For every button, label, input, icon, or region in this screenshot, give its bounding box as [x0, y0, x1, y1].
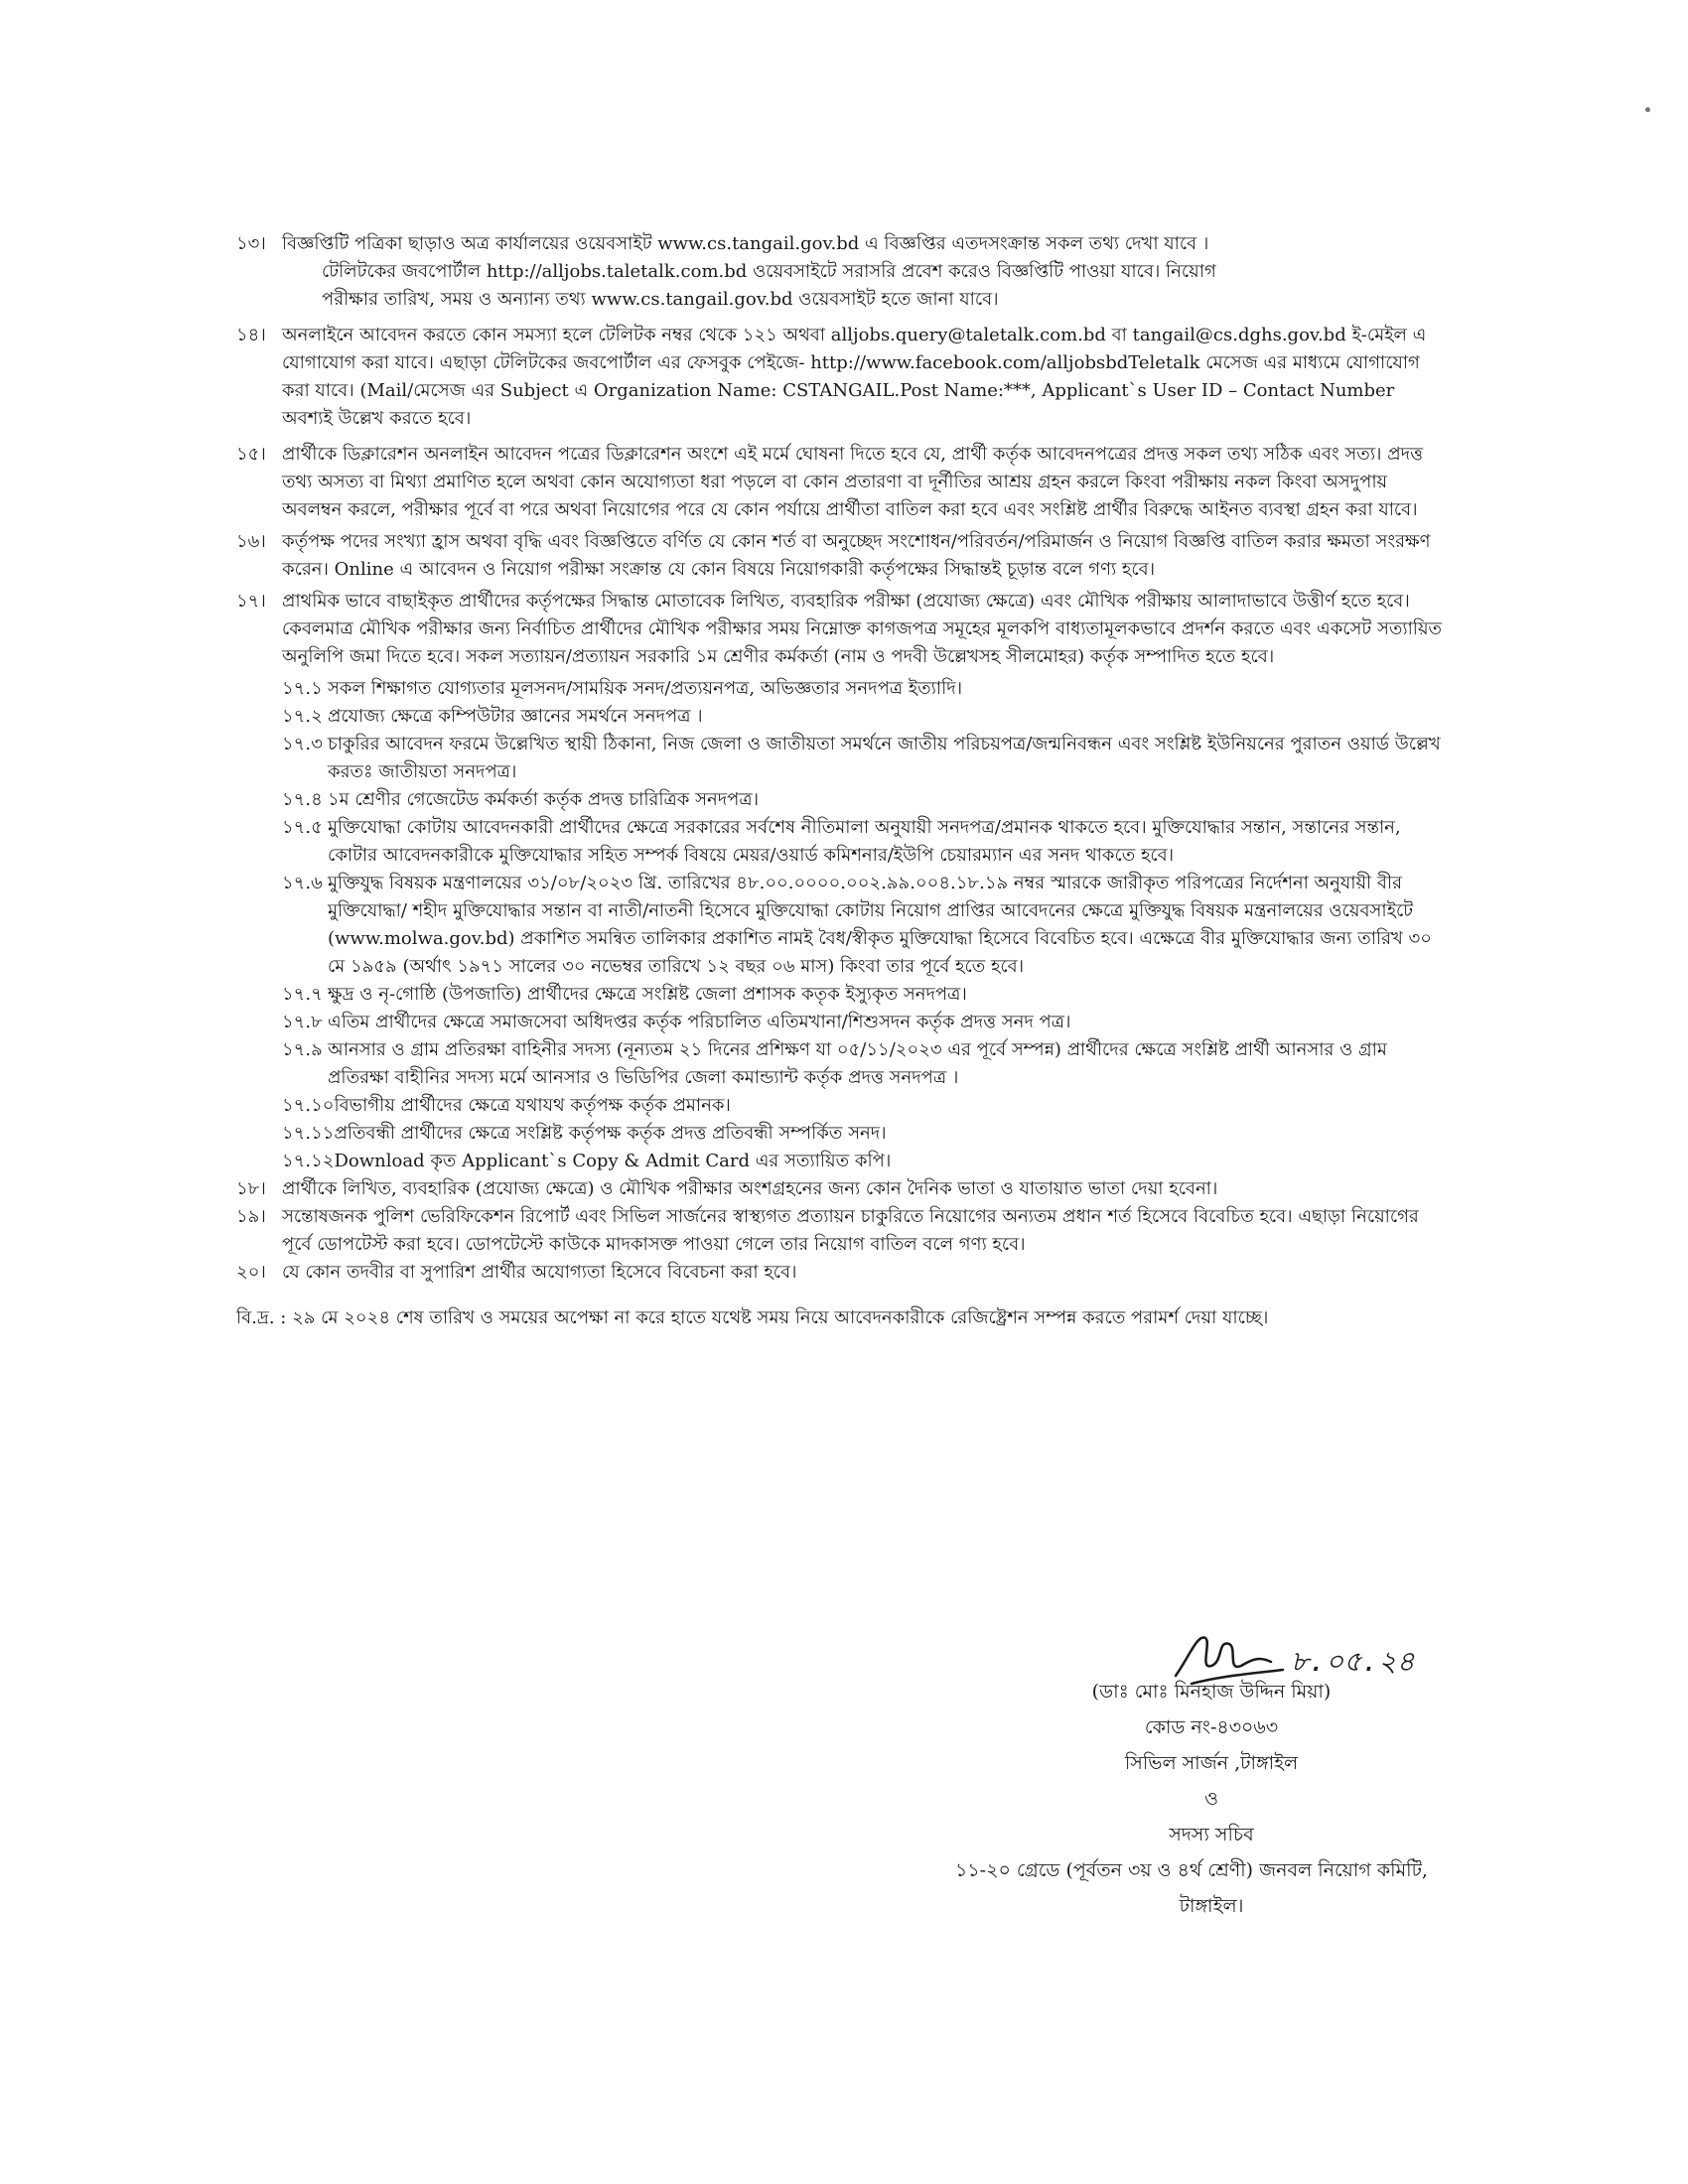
clause-number: ১৩।: [236, 233, 266, 254]
scan-speck: [1645, 107, 1650, 112]
subclause: [282, 870, 1450, 981]
subclause-number: ১৭.১: [282, 678, 323, 699]
clause-14: [236, 322, 1450, 433]
clause-number: ১৯।: [236, 1206, 266, 1227]
clause-content: [282, 230, 1450, 314]
clause-number: ২০।: [236, 1262, 266, 1283]
subclause: [282, 981, 1450, 1009]
subclause-text: প্রতিবন্ধী প্রার্থীদের ক্ষেত্রে সংশ্লিষ্ট কর্তৃপক্ষ কর্তৃক প্রদত্ত প্রতিবন্ধী সম্পর্কিত সনদ।: [334, 1123, 887, 1144]
subclause-text: মুক্তিযুদ্ধ বিষয়ক মন্ত্রণালয়ের ৩১/০৮/২০২৩ খ্রি. তারিখের ৪৮.০০.০০০০.০০২.৯৯.০০৪.১৮.১৯ নম্বর স্মারকে জারীকৃত পরিপত্রের নির্দেশনা অনুযায়ী বীর মুক্তিযোদ্ধা/ শহীদ মুক্তিযোদ্ধার সন্তান বা নাতী/নাতনী হিসেবে মুক্তিযোদ্ধা কোটায় নিয়োগ প্রাপ্তির আবেদনের ক্ষেত্রে মুক্তিযুদ্ধ বিষয়ক মন্ত্রনালয়ের ওয়েবসাইটে (www.molwa.gov.bd) প্রকাশিত সমন্বিত তালিকার প্রকাশিত নামই বৈধ/স্বীকৃত মুক্তিযোদ্ধা হিসেবে বিবেচিত হবে। এক্ষেত্রে বীর মুক্তিযোদ্ধার জন্য তারিখ ৩০ মে ১৯৫৯ (অর্থাৎ ১৯৭১ সালের ৩০ নভেম্বর তারিখে ১২ বছর ০৬ মাস) কিংবা তার পূর্বে হতে হবে।: [328, 873, 1432, 977]
clause-line: টেলিটকের জবপোর্টাল http://alljobs.taletalk.com.bd ওয়েবসাইটে সরাসরি প্রবেশ করেও বিজ্ঞপ্তিটি পাওয়া যাবে। নিয়োগ: [322, 261, 1216, 282]
clause-20: [236, 1259, 1450, 1287]
special-note: বি.দ্র. : ২৯ মে ২০২৪ শেষ তারিখ ও সময়ের অপেক্ষা না করে হাতে যথেষ্ট সময় নিয়ে আবেদনকারীকে রেজিষ্ট্রেশন সম্পন্ন করতে পরামর্শ দেয়া যাচ্ছে।: [236, 1307, 1269, 1328]
subclause-number: ১৭.৮: [282, 1012, 323, 1032]
committee-name: ১১-২০ গ্রেডে (পূর্বতন ৩য় ও ৪র্থ শ্রেণী) জনবল নিয়োগ কমিটি,: [955, 1859, 1428, 1881]
conjunction: ও: [1204, 1788, 1218, 1810]
signatory-role: সদস্য সচিব: [1169, 1824, 1254, 1845]
subclause: [282, 703, 1450, 731]
clause-13: [236, 230, 1450, 314]
subclause-number: ১৭.৫: [282, 817, 323, 838]
signature-date: ৮.০৫.২৪: [1291, 1645, 1415, 1678]
subclause-text: এতিম প্রার্থীদের ক্ষেত্রে সমাজসেবা অধিদপ্তর কর্তৃক পরিচালিত এতিমখানা/শিশুসদন কর্তৃক প্রদত্ত সনদ পত্র।: [328, 1012, 1071, 1032]
clause-text: যে কোন তদবীর বা সুপারিশ প্রার্থীর অযোগ্যতা হিসেবে বিবেচনা করা হবে।: [282, 1262, 797, 1283]
subclause-text: Download কৃত Applicant`s Copy & Admit Card এর সত্যায়িত কপি।: [334, 1151, 892, 1171]
subclause: [282, 1036, 1450, 1092]
subclause-number: ১৭.১০: [282, 1095, 335, 1116]
subclause-text: বিভাগীয় প্রার্থীদের ক্ষেত্রে যথাযথ কর্তৃপক্ষ কর্তৃক প্রমানক।: [334, 1095, 731, 1116]
clause-17-sublist: [282, 675, 1450, 1175]
clause-number: ১৮।: [236, 1178, 266, 1199]
clause-number: ১৬।: [236, 531, 266, 552]
clause-text: প্রার্থীকে লিখিত, ব্যবহারিক (প্রযোজ্য ক্ষেত্রে) ও মৌখিক পরীক্ষার অংশগ্রহনের জন্য কোন দৈনিক ভাতা ও যাতায়াত ভাতা দেয়া হবেনা।: [282, 1178, 1218, 1199]
clause-text: কর্তৃপক্ষ পদের সংখ্যা হ্রাস অথবা বৃদ্ধি এবং বিজ্ঞপ্তিতে বর্ণিত যে কোন শর্ত বা অনুচ্ছেদ সংশোধন/পরিবর্তন/পরিমার্জন ও নিয়োগ বিজ্ঞপ্তি বাতিল করার ক্ষমতা সংরক্ষণ করেন। Online এ আবেদন ও নিয়োগ পরীক্ষা সংক্রান্ত যে কোন বিষয়ে নিয়োগকারী কর্তৃপক্ষের সিদ্ধান্তই চূড়ান্ত বলে গণ্য হবে।: [282, 531, 1431, 580]
subclause-text: সকল শিক্ষাগত যোগ্যতার মূলসনদ/সাময়িক সনদ/প্রত্যয়নপত্র, অভিজ্ঞতার সনদপত্র ইত্যাদি।: [328, 678, 963, 699]
clause-text: প্রাথমিক ভাবে বাছাইকৃত প্রার্থীদের কর্তৃপক্ষের সিদ্ধান্ত মোতাবেক লিখিত, ব্যবহারিক পরীক্ষা (প্রযোজ্য ক্ষেত্রে) এবং মৌখিক পরীক্ষায় আলাদাভাবে উত্তীর্ণ হতে হবে। কেবলমাত্র মৌখিক পরীক্ষার জন্য নির্বাচিত প্রার্থীদের মৌখিক পরীক্ষার সময় নিম্নোক্ত কাগজপত্র সমূহের মূলকপি বাধ্যতামূলকভাবে প্রদর্শন করতে এবং একসেট সত্যায়িত অনুলিপি জমা দিতে হবে। সকল সত্যায়ন/প্রত্যায়ন সরকারি ১ম শ্রেণীর কর্মকর্তা (নাম ও পদবী উল্লেখসহ সীলমোহর) কর্তৃক সম্পাদিত হতে হবে।: [282, 591, 1443, 667]
subclause-number: ১৭.৩: [282, 734, 323, 754]
committee-place: টাঙ্গাইল।: [1179, 1895, 1244, 1917]
clause-line: পরীক্ষার তারিখ, সময় ও অন্যান্য তথ্য www.cs.tangail.gov.bd ওয়েবসাইট হতে জানা যাবে।: [322, 289, 999, 310]
subclause: [282, 675, 1450, 703]
document-body: [236, 230, 1450, 1350]
clause-number: ১৫।: [236, 444, 266, 465]
signatory-block: [955, 1674, 1450, 1924]
subclause: [282, 1009, 1450, 1036]
clause-17: [236, 588, 1450, 671]
subclause-number: ১৭.১২: [282, 1151, 335, 1171]
clause-18: [236, 1175, 1450, 1203]
subclause-text: চাকুরির আবেদন ফরমে উল্লেখিত স্থায়ী ঠিকানা, নিজ জেলা ও জাতীয়তা সমর্থনে জাতীয় পরিচয়পত্র/জন্মনিবন্ধন এবং সংশ্লিষ্ট ইউনিয়নের পুরাতন ওয়ার্ড উল্লেখ করতঃ জাতীয়তা সনদপত্র।: [328, 734, 1441, 782]
clause-15: [236, 441, 1450, 524]
subclause-number: ১৭.২: [282, 706, 323, 727]
subclause: [282, 1092, 1450, 1120]
signatory-code: কোড নং-৪৩০৬৩: [1144, 1716, 1279, 1738]
signatory-name: (ডাঃ মোঃ মিনহাজ উদ্দিন মিয়া): [1091, 1681, 1332, 1703]
clause-text: অনলাইনে আবেদন করতে কোন সমস্যা হলে টেলিটক নম্বর থেকে ১২১ অথবা alljobs.query@taletalk.com.bd বা tangail@cs.dghs.gov.bd ই-মেইল এ যোগাযোগ করা যাবে। এছাড়া টেলিটকের জবপোর্টাল এর ফেসবুক পেইজে- http://www.facebook.com/alljobsbdTeletalk মেসেজ এর মাধ্যমে যোগাযোগ করা যাবে। (Mail/মেসেজ এর Subject এ Organization Name: CSTANGAIL.Post Name:***, Applicant`s User ID – Contact Number অবশ্যই উল্লেখ করতে হবে।: [282, 325, 1427, 429]
subclause: [282, 731, 1450, 786]
subclause-text: মুক্তিযোদ্ধা কোটায় আবেদনকারী প্রার্থীদের ক্ষেত্রে সরকারের সর্বশেষ নীতিমালা অনুযায়ী সনদপত্র/প্রমানক থাকতে হবে। মুক্তিযোদ্ধার সন্তান, সন্তানের সন্তান, কোটার আবেদনকারীকে মুক্তিযোদ্ধার সহিত সম্পর্ক বিষয়ে মেয়র/ওয়ার্ড কমিশনার/ইউপি চেয়ারম্যান এর সনদ থাকতে হবে।: [328, 817, 1401, 866]
subclause-text: প্রযোজ্য ক্ষেত্রে কম্পিউটার জ্ঞানের সমর্থনে সনদপত্র ।: [328, 706, 703, 727]
clause-line: বিজ্ঞপ্তিটি পত্রিকা ছাড়াও অত্র কার্যালয়ের ওয়েবসাইট www.cs.tangail.gov.bd এ বিজ্ঞপ্তির এতদসংক্রান্ত সকল তথ্য দেখা যাবে ।: [282, 233, 1209, 254]
subclause-number: ১৭.৬: [282, 873, 323, 893]
clause-text: প্রার্থীকে ডিক্লারেশন অনলাইন আবেদন পত্রের ডিক্লারেশন অংশে এই মর্মে ঘোষনা দিতে হবে যে, প্রার্থী কর্তৃক আবেদনপত্রের প্রদত্ত সকল তথ্য সঠিক এবং সত্য। প্রদত্ত তথ্য অসত্য বা মিথ্যা প্রমাণিত হলে অথবা কোন অযোগ্যতা ধরা পড়লে বা কোন প্রতারণা বা দূর্নীতির আশ্রয় গ্রহন করলে কিংবা পরীক্ষায় নকল কিংবা অসদুপায় অবলম্বন করলে, পরীক্ষার পূর্বে বা পরে অথবা নিয়োগের পরে যে কোন পর্যায়ে প্রার্থীতা বাতিল করা হবে এবং সংশ্লিষ্ট প্রার্থীর বিরুদ্ধে আইনত ব্যবস্থা গ্রহন করা যাবে।: [282, 444, 1423, 520]
subclause-text: ক্ষুদ্র ও নৃ-গোষ্ঠি (উপজাতি) প্রার্থীদের ক্ষেত্রে সংশ্লিষ্ট জেলা প্রশাসক কতৃক ইস্যুকৃত সনদপত্র।: [328, 984, 967, 1005]
subclause: [282, 1148, 1450, 1175]
clause-number: ১৪।: [236, 325, 266, 345]
subclause: [282, 1120, 1450, 1148]
subclause-text: আনসার ও গ্রাম প্রতিরক্ষা বাহিনীর সদস্য (নূন্যতম ২১ দিনের প্রশিক্ষণ যা ০৫/১১/২০২৩ এর পূর্বে সম্পন্ন) প্রার্থীদের ক্ষেত্রে সংশ্লিষ্ট প্রার্থী আনসার ও গ্রাম প্রতিরক্ষা বাহীনির সদস্য মর্মে আনসার ও ভিডিপির জেলা কমান্ড্যান্ট কর্তৃক প্রদত্ত সনদপত্র ।: [328, 1039, 1387, 1088]
subclause-text: ১ম শ্রেণীর গেজেটেড কর্মকর্তা কর্তৃক প্রদত্ত চারিত্রিক সনদপত্র।: [328, 789, 760, 810]
subclause-number: ১৭.১১: [282, 1123, 335, 1144]
subclause-number: ১৭.৯: [282, 1039, 323, 1060]
clause-19: [236, 1203, 1450, 1259]
clause-16: [236, 528, 1450, 584]
clause-number: ১৭।: [236, 591, 266, 612]
subclause-number: ১৭.৪: [282, 789, 323, 810]
subclause-number: ১৭.৭: [282, 984, 323, 1005]
subclause: [282, 786, 1450, 814]
subclause: [282, 814, 1450, 870]
signatory-title: সিভিল সার্জন ,টাঙ্গাইল: [1124, 1752, 1299, 1774]
clause-text: সন্তোষজনক পুলিশ ভেরিফিকেশন রিপোর্ট এবং সিভিল সার্জনের স্বাস্থ্যগত প্রত্যায়ন চাকুরিতে নিয়োগের অন্যতম প্রধান শর্ত হিসেবে বিবেচিত হবে। এছাড়া নিয়োগের পূর্বে ডোপটেস্ট করা হবে। ডোপটেস্টে কাউকে মাদকাসক্ত পাওয়া গেলে তার নিয়োগ বাতিল বলে গণ্য হবে।: [282, 1206, 1419, 1255]
